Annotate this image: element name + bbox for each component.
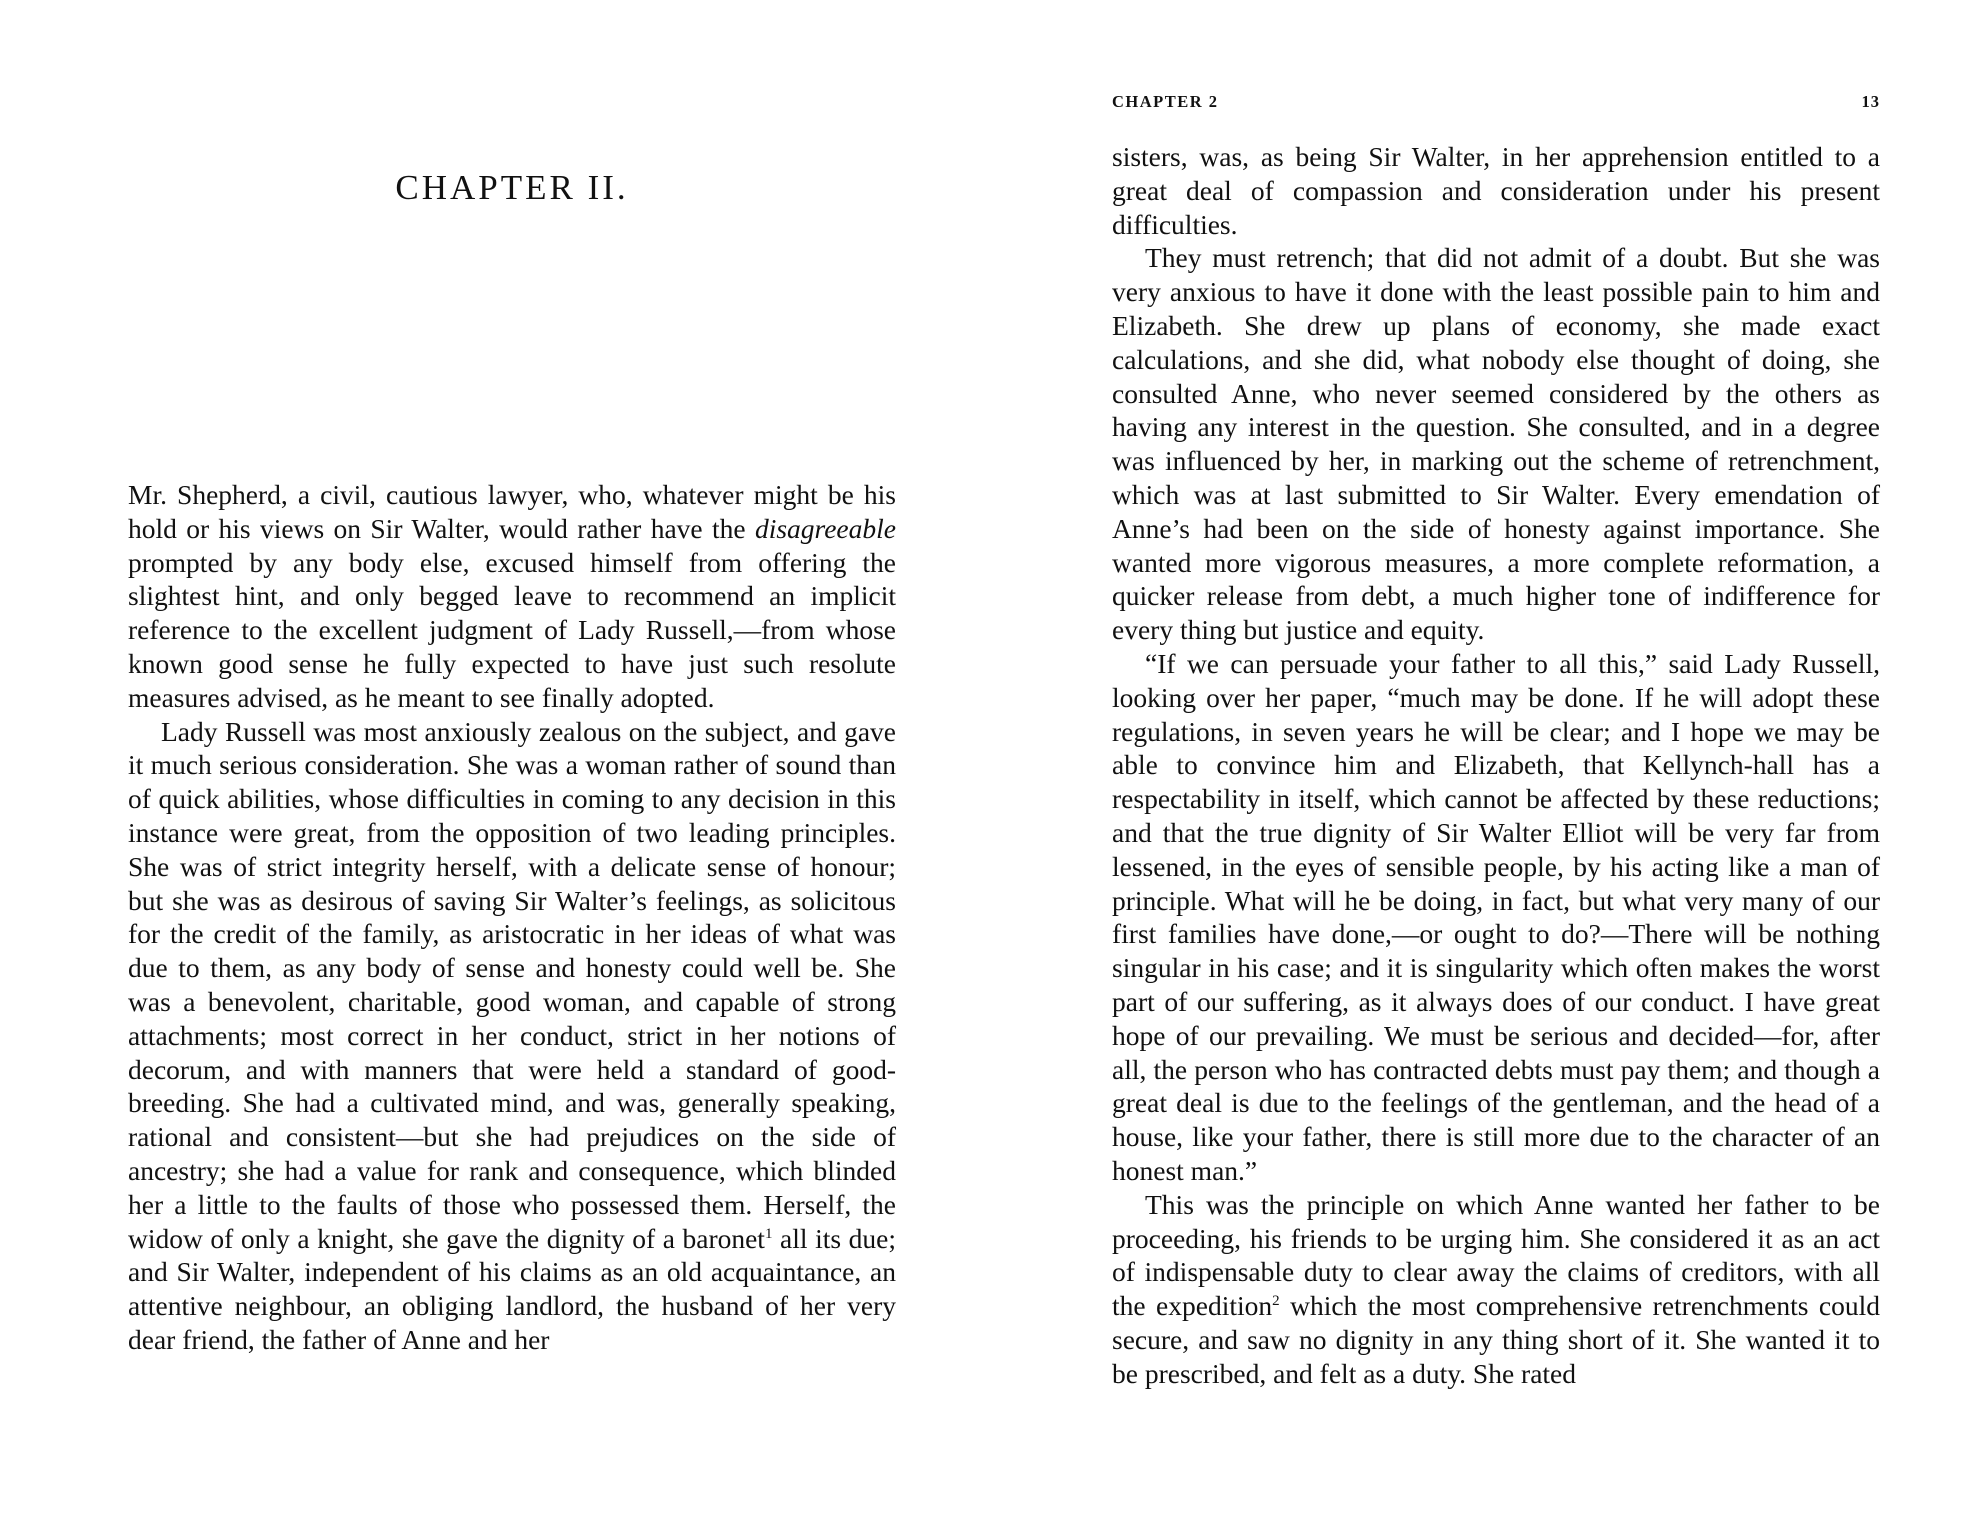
paragraph-text: This was the principle on which Anne wanted her father to be proceeding, his friends to be urging him. She considered it as an act of indispensable duty to clear away the claims of creditors, with all the expedition xyxy=(1112,1188,1880,1322)
paragraph-text: Lady Russell was most anxiously zealous on the subject, and gave it much serious consideration. She was a woman rather of sound than of quick abilities, whose difficulties in coming to any decision in this instance were great, from the opposition of two leading principles. She was of strict integrity herself, with a delicate sense of honour; but she was as desirous of saving Sir Walter’s feelings, as solicitous for the credit of the family, as aristocratic in her ideas of what was due to them, as any body of sense and honesty could well be. She was a benevolent, charitable, good woman, and capable of strong attachments; most correct in her conduct, strict in her notions of decorum, and with manners that were held a standard of good-breeding. She had a cultivated mind, and was, generally speaking, rational and consistent—but she had prejudices on the side of ancestry; she had a value for rank and consequence, which blinded her a little to the faults of those who possessed them. Herself, the widow of only a knight, she gave the dignity of a baronet xyxy=(128,715,896,1254)
paragraph-text: all its due; and Sir Walter, independent of his claims as an old acquaintance, an attentive neighbour, an obliging landlord, the husband of her very dear friend, the father of Anne and her xyxy=(128,1222,896,1355)
paragraph-text: Mr. Shepherd, a civil, cautious lawyer, who, whatever might be his hold or his views on Sir Walter, would rather have the xyxy=(128,479,896,544)
right-page-body xyxy=(1112,140,1880,1390)
footnote-marker: 2 xyxy=(1272,1292,1280,1309)
paragraph: “If we can persuade your father to all this,” said Lady Russell, looking over her paper, “much may be done. If he will adopt these regulations, in seven years he will be clear; and I hope we may be able to convince him and Elizabeth, that Kellynch-hall has a respectability in itself, which cannot be affected by these reductions; and that the true dignity of Sir Walter Elliot will be very far from lessened, in the eyes of sensible people, by his acting like a man of principle. What will he be doing, in fact, but what very many of our first families have done,—or ought to do?—There will be nothing singular in his case; and it is singularity which often makes the worst part of our suffering, as it always does of our conduct. I have great hope of our prevailing. We must be serious and decided—for, after all, the person who has contracted debts must pay them; and though a great deal is due to the feelings of the gentleman, and the head of a house, like your father, there is still more due to the character of an honest man.” xyxy=(1112,647,1880,1186)
emphasis-text: disagreeable xyxy=(754,512,896,544)
paragraph: sisters, was, as being Sir Walter, in her apprehension entitled to a great deal of compassion and consideration under his present difficulties. xyxy=(1112,141,1880,240)
left-page-body xyxy=(128,478,896,1357)
paragraph xyxy=(128,478,896,715)
paragraph-text: which the most comprehensive retrenchments could secure, and saw no dignity in any thing short of it. She wanted it to be prescribed, and felt as a duty. She rated xyxy=(1112,1290,1880,1389)
footnote-marker: 1 xyxy=(764,1225,773,1242)
paragraph: They must retrench; that did not admit of a doubt. But she was very anxious to have it done with the least possible pain to him and Elizabeth. She drew up plans of economy, she made exact calculations, and she did, what nobody else thought of doing, she consulted Anne, who never seemed considered by the others as having any interest in the question. She consulted, and in a degree was influenced by her, in marking out the scheme of retrenchment, which was at last submitted to Sir Walter. Every emendation of Anne’s had been on the side of honesty against importance. She wanted more vigorous measures, a more complete reformation, a quicker release from debt, a much higher tone of indifference for every thing but justice and equity. xyxy=(1112,242,1880,646)
paragraph xyxy=(128,715,896,1357)
running-head xyxy=(1112,92,1880,112)
page-number: 13 xyxy=(1861,92,1880,111)
paragraph xyxy=(1112,1188,1880,1391)
right-page xyxy=(994,0,1988,1536)
chapter-title: CHAPTER II. xyxy=(395,168,629,207)
running-head-chapter: CHAPTER 2 xyxy=(1112,92,1219,111)
paragraph-text: prompted by any body else, excused himself from offering the slightest hint, and only begged leave to recommend an implicit reference to the excellent judgment of Lady Russell,—from whose known good sense he fully expected to have just such resolute measures advised, as he meant to see finally adopted. xyxy=(128,546,896,713)
